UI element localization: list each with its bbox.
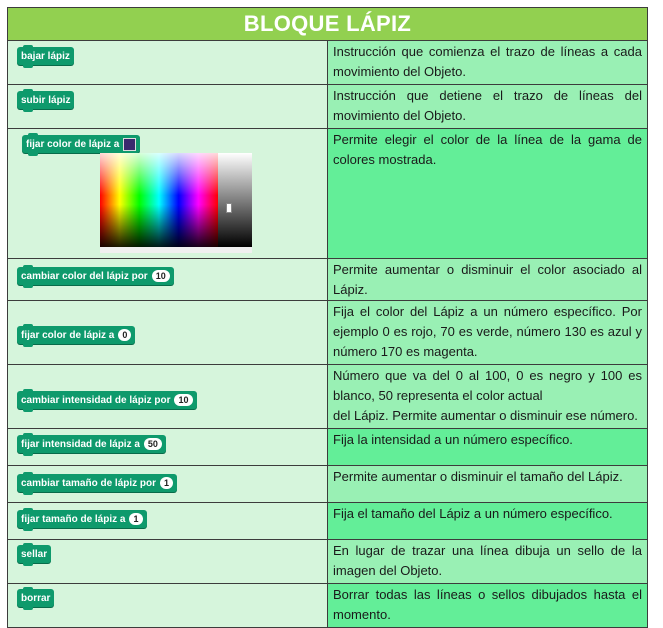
number-input[interactable]: 10 <box>174 394 192 406</box>
set-pen-color-number-block[interactable] <box>17 326 135 344</box>
table-row <box>8 129 648 259</box>
desc-cell: Instrucción que comienza el trazo de líneas a cada movimiento del Objeto. <box>328 41 648 85</box>
table-row <box>8 259 648 301</box>
number-input[interactable]: 50 <box>144 438 162 450</box>
table-row <box>8 85 648 129</box>
table-title: BLOQUE LÁPIZ <box>243 11 412 36</box>
desc-cell: Permite aumentar o disminuir el color asociado al Lápiz. <box>328 259 648 301</box>
gray-scale[interactable] <box>218 153 252 247</box>
block-cell <box>8 301 328 365</box>
table-row <box>8 301 648 365</box>
desc-line: del Lápiz. Permite aumentar o disminuir ese número. <box>333 408 638 423</box>
change-pen-size-block[interactable] <box>17 474 177 492</box>
table-row <box>8 503 648 540</box>
block-label: cambiar color del lápiz por <box>21 270 148 282</box>
block-label: cambiar intensidad de lápiz por <box>21 394 171 406</box>
pen-block-table <box>7 7 648 628</box>
change-pen-shade-block[interactable] <box>17 391 197 409</box>
set-pen-shade-block[interactable] <box>17 435 166 453</box>
number-input[interactable]: 0 <box>118 329 131 341</box>
desc-cell: Fija la intensidad a un número específico. <box>328 429 648 466</box>
color-picker[interactable] <box>100 153 252 253</box>
block-cell <box>8 85 328 129</box>
change-pen-color-block[interactable] <box>17 267 174 285</box>
desc-cell: Fija el color del Lápiz a un número específico. Por ejemplo 0 es rojo, 70 es verde, número 130 es azul y número 170 es magenta. <box>328 301 648 365</box>
block-cell <box>8 584 328 628</box>
clear-block[interactable] <box>17 589 54 607</box>
table-row <box>8 429 648 466</box>
pointer-cursor-icon <box>226 203 232 213</box>
number-input[interactable]: 1 <box>160 477 173 489</box>
pen-down-block[interactable] <box>17 47 74 65</box>
number-input[interactable]: 1 <box>129 513 142 525</box>
block-label: bajar lápiz <box>21 50 70 62</box>
block-cell <box>8 41 328 85</box>
stamp-block[interactable] <box>17 545 51 563</box>
table-header <box>8 8 648 41</box>
table-row <box>8 365 648 429</box>
desc-cell: Instrucción que detiene el trazo de líneas del movimiento del Objeto. <box>328 85 648 129</box>
block-cell <box>8 429 328 466</box>
block-cell <box>8 540 328 584</box>
desc-cell: En lugar de trazar una línea dibuja un sello de la imagen del Objeto. <box>328 540 648 584</box>
block-cell <box>8 503 328 540</box>
header-row <box>8 8 648 41</box>
table-row <box>8 584 648 628</box>
table-row <box>8 540 648 584</box>
block-label: borrar <box>21 592 51 604</box>
block-cell <box>8 365 328 429</box>
block-label: fijar color de lápiz a <box>26 138 120 150</box>
desc-cell: Fija el tamaño del Lápiz a un número específico. <box>328 503 648 540</box>
block-label: fijar color de lápiz a <box>21 329 115 341</box>
color-swatch[interactable] <box>123 138 136 151</box>
desc-cell: Permite elegir el color de la línea de la gama de colores mostrada. <box>328 129 648 259</box>
desc-line: Número que va del 0 al 100, 0 es negro y 100 es blanco, 50 representa el color actual <box>333 368 642 403</box>
set-pen-size-block[interactable] <box>17 510 147 528</box>
block-cell <box>8 259 328 301</box>
block-label: fijar intensidad de lápiz a <box>21 438 140 450</box>
pen-up-block[interactable] <box>17 91 74 109</box>
desc-cell <box>328 365 648 429</box>
block-cell <box>8 129 328 259</box>
table-row <box>8 466 648 503</box>
color-spectrum[interactable] <box>100 153 218 247</box>
desc-cell: Borrar todas las líneas o sellos dibujados hasta el momento. <box>328 584 648 628</box>
block-cell <box>8 466 328 503</box>
block-label: sellar <box>21 548 48 560</box>
number-input[interactable]: 10 <box>152 270 170 282</box>
block-label: fijar tamaño de lápiz a <box>21 513 126 525</box>
block-label: subir lápiz <box>21 94 71 106</box>
table-row <box>8 41 648 85</box>
set-pen-color-block[interactable] <box>22 135 140 153</box>
desc-cell: Permite aumentar o disminuir el tamaño del Lápiz. <box>328 466 648 503</box>
block-label: cambiar tamaño de lápiz por <box>21 477 157 489</box>
